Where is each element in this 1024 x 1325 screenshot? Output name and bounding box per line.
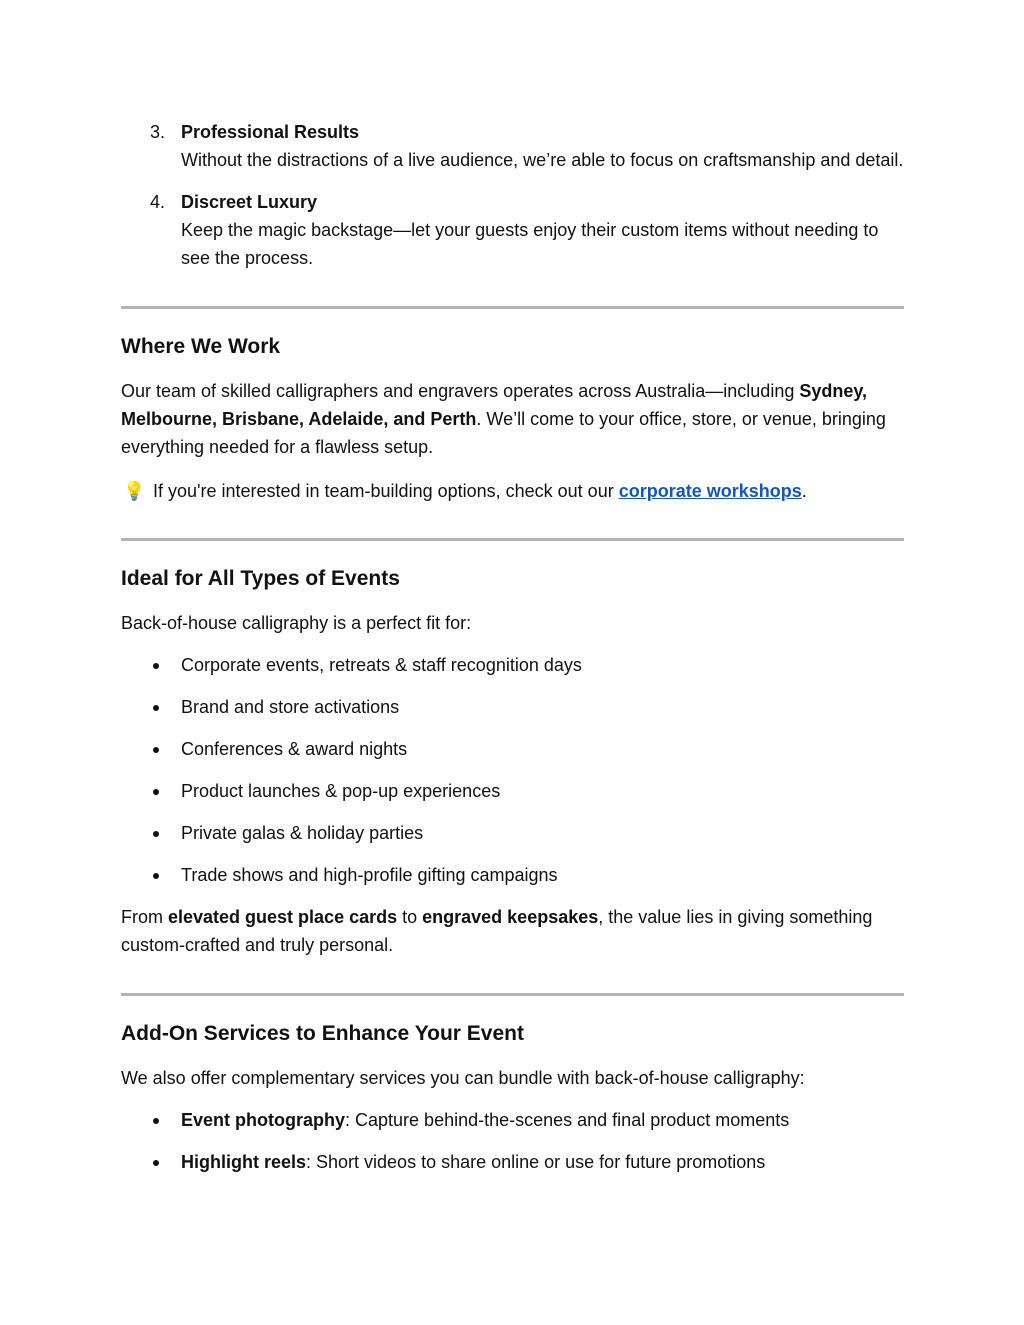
bold-text: elevated guest place cards <box>168 907 398 927</box>
tip-paragraph <box>121 477 904 505</box>
text-run: . <box>801 481 807 501</box>
document-page <box>121 118 904 1190</box>
section-heading: Where We Work <box>121 335 281 358</box>
text-run: Our team of skilled calligraphers and engravers operates across Australia—including <box>121 381 800 401</box>
addon-services-list <box>121 1106 904 1176</box>
list-item: Brand and store activations <box>121 693 904 721</box>
section-divider <box>121 306 904 309</box>
corporate-workshops-link[interactable]: corporate workshops <box>618 481 802 501</box>
text-run: : Short videos to share online or use for future promotions <box>306 1152 766 1172</box>
list-item: Trade shows and high-profile gifting campaigns <box>121 861 904 889</box>
section-heading: Add-On Services to Enhance Your Event <box>121 1022 524 1045</box>
text-run: If you're interested in team-building options, check out our <box>153 481 619 501</box>
item-text: Keep the magic backstage—let your guests enjoy their custom items without needing to see the process. <box>181 220 879 268</box>
item-title: Discreet Luxury <box>181 192 318 212</box>
bold-text: Event photography <box>181 1110 346 1130</box>
item-title: Professional Results <box>181 122 360 142</box>
text-run: : Capture behind-the-scenes and final product moments <box>345 1110 790 1130</box>
list-item: Private galas & holiday parties <box>121 819 904 847</box>
list-item: Product launches & pop-up experiences <box>121 777 904 805</box>
bold-text: Highlight reels <box>181 1152 307 1172</box>
text-run: to <box>397 907 423 927</box>
text-run: . We’ll come to your office, store, or venue, bringing everything needed for a flawless setup. <box>121 409 886 457</box>
section-divider <box>121 993 904 996</box>
list-item: Corporate events, retreats & staff recognition days <box>121 651 904 679</box>
item-text: Without the distractions of a live audience, we’re able to focus on craftsmanship and detail. <box>181 150 904 170</box>
list-item <box>121 1148 904 1176</box>
paragraph <box>121 903 904 959</box>
numbered-item <box>121 118 904 174</box>
text-run: From <box>121 907 168 927</box>
event-types-list <box>121 651 904 889</box>
bold-text: Sydney, Melbourne, Brisbane, Adelaide, and Perth <box>121 381 868 429</box>
paragraph: Back-of-house calligraphy is a perfect fit for: <box>121 613 472 633</box>
item-number: 4. <box>150 192 166 212</box>
section-heading: Ideal for All Types of Events <box>121 567 400 590</box>
list-item <box>121 1106 904 1134</box>
item-number: 3. <box>150 122 166 142</box>
list-item: Conferences & award nights <box>121 735 904 763</box>
paragraph: We also offer complementary services you can bundle with back-of-house calligraphy: <box>121 1068 805 1088</box>
text-run: , the value lies in giving something custom-crafted and truly personal. <box>121 907 873 955</box>
bold-text: engraved keepsakes <box>422 907 599 927</box>
lightbulb-icon: 💡 <box>123 481 146 501</box>
paragraph <box>121 377 904 461</box>
section-divider <box>121 538 904 541</box>
numbered-item <box>121 188 904 272</box>
